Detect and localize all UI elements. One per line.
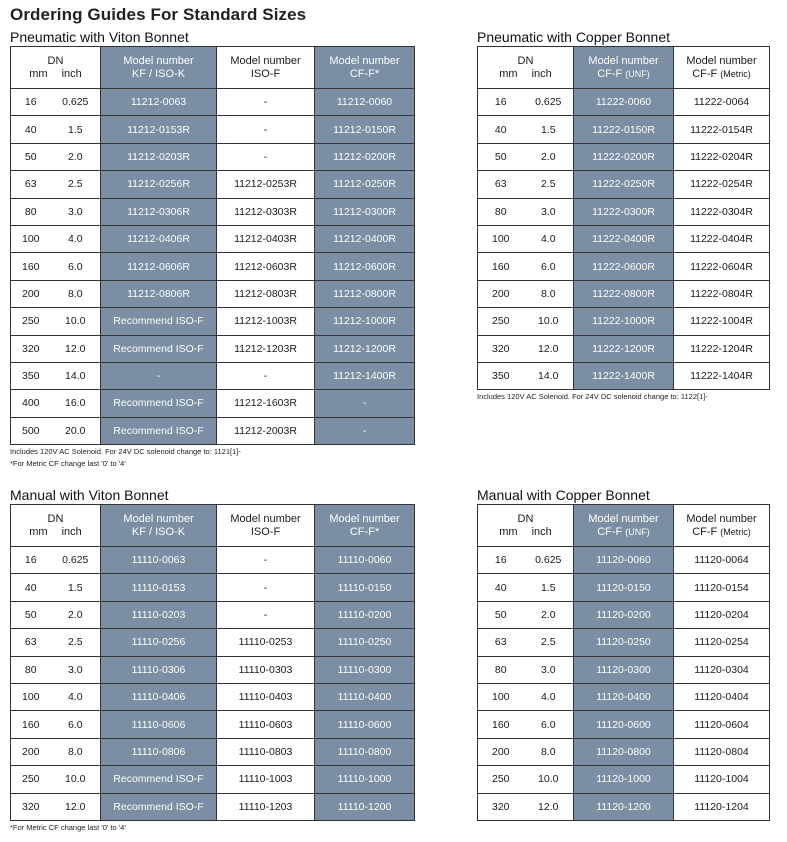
table-cell: 250 (478, 766, 524, 793)
table-row (11, 656, 415, 683)
table-body (478, 547, 770, 821)
table-cell: 11120-0404 (674, 683, 770, 710)
table-cell: 16.0 (51, 390, 101, 417)
table-row (11, 280, 415, 307)
table-cell: 0.625 (51, 89, 101, 116)
table-cell: 11222-0060 (574, 89, 674, 116)
table-cell: 1.5 (524, 116, 574, 143)
table-cell: 11110-0200 (315, 601, 415, 628)
table-cell: 11222-0404R (674, 225, 770, 252)
table-cell: 63 (11, 629, 51, 656)
table-cell: 11212-0803R (217, 280, 315, 307)
table-cell: 11222-0064 (674, 89, 770, 116)
table-row (11, 89, 415, 116)
table-cell: 11212-0200R (315, 143, 415, 170)
table-cell: 320 (478, 335, 524, 362)
section-title: Manual with Viton Bonnet (10, 487, 169, 503)
table-row (11, 225, 415, 252)
table-cell: 11222-1400R (574, 362, 674, 389)
table-cell: 16 (478, 547, 524, 574)
table-cell: 11120-0254 (674, 629, 770, 656)
section-title: Manual with Copper Bonnet (477, 487, 650, 503)
table-cell: 11110-0800 (315, 738, 415, 765)
table-row (478, 683, 770, 710)
table-cell: 11110-0060 (315, 547, 415, 574)
table-row (478, 335, 770, 362)
table-row (11, 171, 415, 198)
table-cell: 11120-0804 (674, 738, 770, 765)
table-cell: 100 (11, 683, 51, 710)
table-cell: 11222-0250R (574, 171, 674, 198)
table-cell: - (217, 89, 315, 116)
table-row (11, 116, 415, 143)
table-cell: 11222-1204R (674, 335, 770, 362)
table-cell: 11120-1200 (574, 793, 674, 820)
cf-f-unf-header: Model number CF-F (UNF) (574, 47, 674, 89)
table-cell: 6.0 (524, 253, 574, 280)
table-row (11, 629, 415, 656)
header-row (478, 47, 770, 89)
table-cell: 2.0 (524, 601, 574, 628)
table-cell: 10.0 (524, 308, 574, 335)
table-row (11, 253, 415, 280)
table-cell: 2.5 (51, 171, 101, 198)
table-row (11, 335, 415, 362)
table-cell: 350 (11, 362, 51, 389)
table-row (11, 601, 415, 628)
table-body (11, 547, 415, 821)
dn-header: DN mm inch (11, 505, 101, 547)
table-cell: 11222-0254R (674, 171, 770, 198)
section-title: Pneumatic with Copper Bonnet (477, 29, 670, 45)
table-cell: 3.0 (524, 198, 574, 225)
dn-header: DN mm inch (478, 505, 574, 547)
table-row (11, 766, 415, 793)
table-cell: 8.0 (51, 738, 101, 765)
table-cell: 11120-0300 (574, 656, 674, 683)
header-row (11, 47, 415, 89)
table-cell: 11110-0150 (315, 574, 415, 601)
table-cell: 11222-0200R (574, 143, 674, 170)
table-cell: 20.0 (51, 417, 101, 444)
table-cell: 160 (11, 711, 51, 738)
table-row (478, 116, 770, 143)
manual-copper-table (477, 504, 770, 821)
table-cell: 11110-0300 (315, 656, 415, 683)
table-cell: 80 (478, 656, 524, 683)
footnote: *For Metric CF change last '0' to '4' (10, 822, 126, 832)
table-cell: 11120-0400 (574, 683, 674, 710)
table-cell: 16 (11, 89, 51, 116)
table-cell: 11212-1400R (315, 362, 415, 389)
table-row (11, 417, 415, 444)
table-cell: 11110-0406 (101, 683, 217, 710)
table-cell: 11222-0204R (674, 143, 770, 170)
table-row (11, 711, 415, 738)
table-row (11, 362, 415, 389)
table-cell: 160 (478, 711, 524, 738)
table-cell: 200 (478, 738, 524, 765)
table-cell: 11222-0800R (574, 280, 674, 307)
dn-header: DN mm inch (11, 47, 101, 89)
section-title: Pneumatic with Viton Bonnet (10, 29, 189, 45)
table-cell: 160 (11, 253, 51, 280)
table-cell: 11110-0400 (315, 683, 415, 710)
table-cell: 100 (478, 225, 524, 252)
table-cell: 11212-0203R (101, 143, 217, 170)
table-cell: - (217, 547, 315, 574)
table-cell: 11110-0253 (217, 629, 315, 656)
table-cell: 11212-2003R (217, 417, 315, 444)
table-cell: 14.0 (51, 362, 101, 389)
table-cell: 2.5 (524, 171, 574, 198)
table-cell: 80 (478, 198, 524, 225)
table-cell: 1.5 (524, 574, 574, 601)
table-row (478, 89, 770, 116)
table-cell: 11222-1404R (674, 362, 770, 389)
table-cell: 11120-1004 (674, 766, 770, 793)
table-cell: 350 (478, 362, 524, 389)
table-cell: 11120-0604 (674, 711, 770, 738)
table-cell: 320 (478, 793, 524, 820)
table-cell: 14.0 (524, 362, 574, 389)
table-cell: 11212-0063 (101, 89, 217, 116)
page-title: Ordering Guides For Standard Sizes (10, 5, 307, 24)
footnote: *For Metric CF change last '0' to '4' (10, 459, 126, 469)
table-cell: 2.5 (524, 629, 574, 656)
table-cell: 500 (11, 417, 51, 444)
iso-f-header: Model number ISO-F (217, 47, 315, 89)
table-cell: 11222-0600R (574, 253, 674, 280)
table-row (478, 253, 770, 280)
table-cell: 8.0 (524, 280, 574, 307)
table-cell: 0.625 (524, 89, 574, 116)
dn-header: DN mm inch (478, 47, 574, 89)
table-row (478, 793, 770, 820)
table-cell: 11212-0256R (101, 171, 217, 198)
table-cell: 4.0 (524, 225, 574, 252)
table-cell: 11110-1003 (217, 766, 315, 793)
table-row (11, 308, 415, 335)
table-cell: 1.5 (51, 574, 101, 601)
table-cell: 11222-1004R (674, 308, 770, 335)
table-cell: 40 (478, 574, 524, 601)
table-cell: 11110-1203 (217, 793, 315, 820)
table-cell: 11110-0306 (101, 656, 217, 683)
table-row (11, 683, 415, 710)
table-cell: 11222-1000R (574, 308, 674, 335)
table-cell: 11110-0203 (101, 601, 217, 628)
table-cell: 11120-1204 (674, 793, 770, 820)
table-cell: 11110-0606 (101, 711, 217, 738)
table-cell: 11110-1000 (315, 766, 415, 793)
table-cell: 11110-0803 (217, 738, 315, 765)
footnotes (10, 447, 415, 469)
table-cell: 40 (478, 116, 524, 143)
table-cell: - (315, 417, 415, 444)
table-cell: 6.0 (524, 711, 574, 738)
pneumatic-viton-section (10, 29, 415, 469)
table-cell: 40 (11, 116, 51, 143)
table-cell: 11120-0800 (574, 738, 674, 765)
table-cell: - (315, 390, 415, 417)
table-cell: 4.0 (51, 225, 101, 252)
table-cell: 12.0 (524, 335, 574, 362)
table-cell: 200 (478, 280, 524, 307)
table-cell: 11212-0300R (315, 198, 415, 225)
table-row (11, 390, 415, 417)
table-cell: 11212-0806R (101, 280, 217, 307)
table-row (11, 198, 415, 225)
table-cell: 50 (11, 143, 51, 170)
table-cell: 400 (11, 390, 51, 417)
table-cell: 11222-1200R (574, 335, 674, 362)
cf-f-header: Model number CF-F* (315, 505, 415, 547)
table-cell: 11212-0253R (217, 171, 315, 198)
pneumatic-copper-section (477, 29, 770, 402)
table-cell: 8.0 (524, 738, 574, 765)
table-cell: 4.0 (524, 683, 574, 710)
table-cell: 11110-0600 (315, 711, 415, 738)
table-body (11, 89, 415, 445)
table-cell: 11110-0303 (217, 656, 315, 683)
cf-f-metric-header: Model number CF-F (Metric) (674, 47, 770, 89)
table-cell: 11212-0306R (101, 198, 217, 225)
manual-viton-section (10, 487, 415, 833)
table-cell: 11212-1000R (315, 308, 415, 335)
footnotes (10, 823, 415, 833)
table-cell: Recommend ISO-F (101, 417, 217, 444)
table-cell: 11120-0250 (574, 629, 674, 656)
table-cell: Recommend ISO-F (101, 793, 217, 820)
table-cell: 8.0 (51, 280, 101, 307)
table-cell: 11212-0303R (217, 198, 315, 225)
table-row (478, 280, 770, 307)
table-cell: 11120-0154 (674, 574, 770, 601)
table-cell: 50 (11, 601, 51, 628)
table-cell: 2.5 (51, 629, 101, 656)
table-cell: 11110-1200 (315, 793, 415, 820)
table-cell: 250 (11, 766, 51, 793)
table-cell: 11212-0600R (315, 253, 415, 280)
table-cell: 11110-0063 (101, 547, 217, 574)
table-cell: 11110-0250 (315, 629, 415, 656)
table-cell: 11222-0400R (574, 225, 674, 252)
table-cell: 12.0 (524, 793, 574, 820)
table-cell: 11222-0604R (674, 253, 770, 280)
manual-copper-section (477, 487, 770, 821)
table-cell: 11120-0304 (674, 656, 770, 683)
table-cell: 63 (478, 629, 524, 656)
table-row (11, 574, 415, 601)
table-cell: Recommend ISO-F (101, 390, 217, 417)
table-row (478, 308, 770, 335)
table-cell: 50 (478, 601, 524, 628)
table-cell: 16 (478, 89, 524, 116)
table-cell: 80 (11, 198, 51, 225)
table-row (478, 629, 770, 656)
table-cell: 12.0 (51, 335, 101, 362)
cf-f-header: Model number CF-F* (315, 47, 415, 89)
table-cell: 320 (11, 793, 51, 820)
table-cell: 11120-0064 (674, 547, 770, 574)
table-cell: 200 (11, 738, 51, 765)
footnotes (477, 392, 770, 402)
table-cell: 11120-0600 (574, 711, 674, 738)
table-cell: 11212-0800R (315, 280, 415, 307)
table-cell: 11212-1200R (315, 335, 415, 362)
table-cell: 2.0 (51, 601, 101, 628)
table-cell: 6.0 (51, 711, 101, 738)
table-cell: 11110-0603 (217, 711, 315, 738)
table-cell: 11222-0150R (574, 116, 674, 143)
table-cell: 12.0 (51, 793, 101, 820)
table-row (478, 225, 770, 252)
table-cell: 63 (11, 171, 51, 198)
table-cell: 1.5 (51, 116, 101, 143)
table-row (478, 362, 770, 389)
table-row (11, 143, 415, 170)
table-cell: 11222-0804R (674, 280, 770, 307)
table-cell: Recommend ISO-F (101, 335, 217, 362)
table-cell: 11120-0200 (574, 601, 674, 628)
kf-iso-k-header: Model number KF / ISO-K (101, 505, 217, 547)
pneumatic-copper-table (477, 46, 770, 390)
table-cell: Recommend ISO-F (101, 766, 217, 793)
table-cell: 11212-0400R (315, 225, 415, 252)
header-row (11, 505, 415, 547)
table-cell: 0.625 (524, 547, 574, 574)
table-row (478, 143, 770, 170)
table-row (11, 547, 415, 574)
table-cell: 11212-0606R (101, 253, 217, 280)
table-cell: 11212-0250R (315, 171, 415, 198)
table-cell: 11110-0256 (101, 629, 217, 656)
table-cell: 63 (478, 171, 524, 198)
manual-viton-table (10, 504, 415, 821)
table-row (478, 656, 770, 683)
table-cell: 11120-1000 (574, 766, 674, 793)
header-row (478, 505, 770, 547)
table-cell: 320 (11, 335, 51, 362)
table-cell: - (217, 574, 315, 601)
table-cell: 200 (11, 280, 51, 307)
table-cell: - (217, 362, 315, 389)
table-cell: 100 (11, 225, 51, 252)
table-cell: 11222-0304R (674, 198, 770, 225)
table-row (478, 766, 770, 793)
cf-f-metric-header: Model number CF-F (Metric) (674, 505, 770, 547)
table-cell: 10.0 (524, 766, 574, 793)
kf-iso-k-header: Model number KF / ISO-K (101, 47, 217, 89)
table-row (478, 171, 770, 198)
table-row (478, 711, 770, 738)
table-cell: 4.0 (51, 683, 101, 710)
table-cell: 2.0 (524, 143, 574, 170)
table-cell: - (217, 143, 315, 170)
table-row (478, 547, 770, 574)
table-row (11, 738, 415, 765)
table-cell: 10.0 (51, 308, 101, 335)
table-cell: 11110-0806 (101, 738, 217, 765)
table-row (478, 601, 770, 628)
table-cell: 0.625 (51, 547, 101, 574)
table-cell: 40 (11, 574, 51, 601)
iso-f-header: Model number ISO-F (217, 505, 315, 547)
table-cell: - (101, 362, 217, 389)
table-cell: 11120-0204 (674, 601, 770, 628)
table-cell: 11120-0150 (574, 574, 674, 601)
table-row (478, 198, 770, 225)
table-cell: 80 (11, 656, 51, 683)
table-cell: 11212-0153R (101, 116, 217, 143)
table-cell: 11222-0154R (674, 116, 770, 143)
table-body (478, 89, 770, 390)
table-cell: 3.0 (51, 656, 101, 683)
table-cell: 11212-0406R (101, 225, 217, 252)
table-cell: 100 (478, 683, 524, 710)
table-cell: 50 (478, 143, 524, 170)
table-cell: Recommend ISO-F (101, 308, 217, 335)
table-cell: 11212-0603R (217, 253, 315, 280)
pneumatic-viton-table (10, 46, 415, 445)
table-row (478, 574, 770, 601)
table-cell: 11212-1603R (217, 390, 315, 417)
table-cell: 160 (478, 253, 524, 280)
table-cell: 16 (11, 547, 51, 574)
table-cell: 3.0 (51, 198, 101, 225)
table-cell: 3.0 (524, 656, 574, 683)
table-cell: 250 (11, 308, 51, 335)
footnote: Includes 120V AC Solenoid. For 24V DC solenoid change to: 1121[1]- (10, 447, 241, 457)
cf-f-unf-header: Model number CF-F (UNF) (574, 505, 674, 547)
table-cell: - (217, 116, 315, 143)
footnote: Includes 120V AC Solenoid. For 24V DC solenoid change to: 1122[1]- (477, 392, 708, 402)
table-cell: 250 (478, 308, 524, 335)
table-row (11, 793, 415, 820)
table-cell: 11212-0060 (315, 89, 415, 116)
table-cell: 11120-0060 (574, 547, 674, 574)
table-cell: 10.0 (51, 766, 101, 793)
table-cell: 11110-0153 (101, 574, 217, 601)
table-cell: 11212-0403R (217, 225, 315, 252)
table-cell: 11212-1203R (217, 335, 315, 362)
table-cell: - (217, 601, 315, 628)
table-cell: 11212-1003R (217, 308, 315, 335)
table-cell: 11212-0150R (315, 116, 415, 143)
table-cell: 11110-0403 (217, 683, 315, 710)
table-row (478, 738, 770, 765)
table-cell: 6.0 (51, 253, 101, 280)
table-cell: 11222-0300R (574, 198, 674, 225)
table-cell: 2.0 (51, 143, 101, 170)
